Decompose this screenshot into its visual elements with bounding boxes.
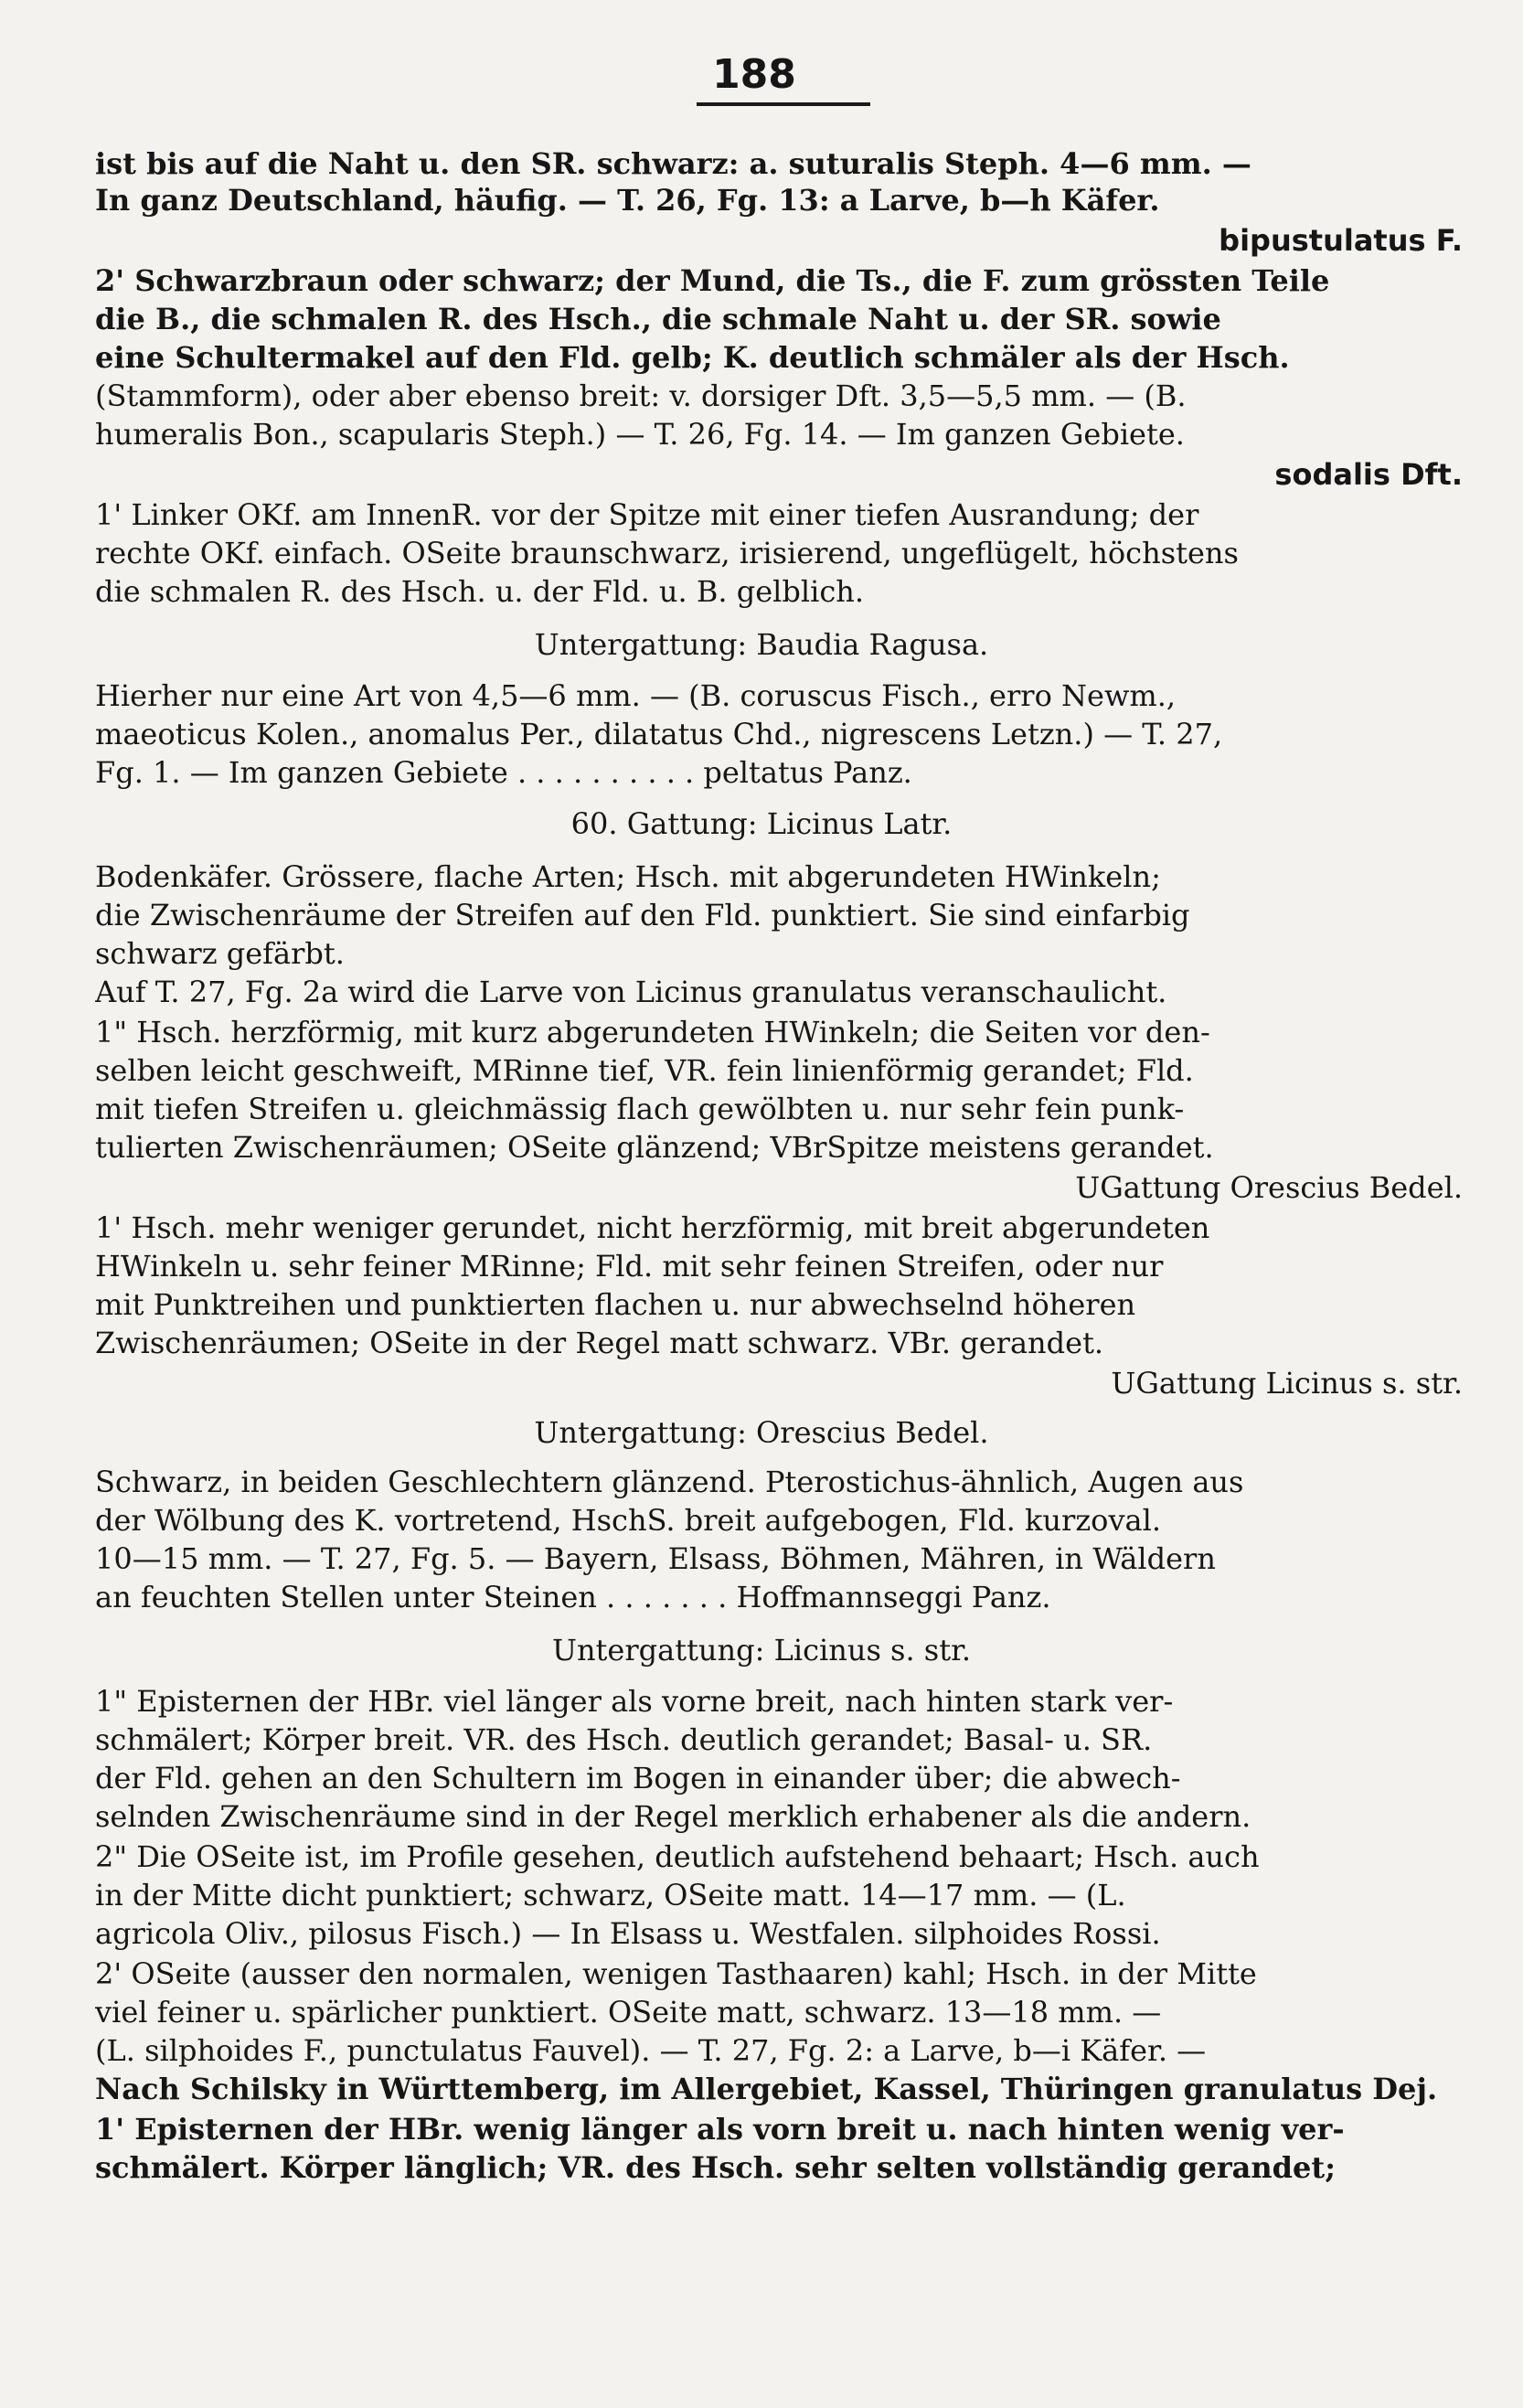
text-line-33: Schwarz, in beiden Geschlechtern glänzend. Pterostichus-ähnlich, Augen aus (95, 1465, 1244, 1499)
subgenus-heading-orescius: Untergattung: Orescius Bedel. (534, 1415, 989, 1450)
text-line-34: der Wölbung des K. vortretend, HschS. breit aufgebogen, Fld. kurzoval. (95, 1503, 1161, 1538)
subgenus-ref-licinus: UGattung Licinus s. str. (1111, 1366, 1463, 1401)
text-line-25: tulierten Zwischenräumen; OSeite glänzend; VBrSpitze meistens gerandet. (95, 1130, 1214, 1165)
species-name-bipustulatus: bipustulatus F. (1219, 223, 1463, 258)
text-line-30: Zwischenräumen; OSeite in der Regel matt schwarz. VBr. gerandet. (95, 1326, 1104, 1360)
text-line-7: (Stammform), oder aber ebenso breit: v. dorsiger Dft. 3,5—5,5 mm. — (B. (95, 378, 1187, 413)
text-line-46: viel feiner u. spärlicher punktiert. OSeite matt, schwarz. 13—18 mm. — (95, 1995, 1162, 2030)
text-line-47: (L. silphoides F., punctulatus Fauvel). — T. 27, Fg. 2: a Larve, b—i Käfer. — (95, 2033, 1207, 2068)
text-line-50: schmälert. Körper länglich; VR. des Hsch. sehr selten vollständig gerandet; (95, 2150, 1336, 2185)
text-line-39: schmälert; Körper breit. VR. des Hsch. deutlich gerandet; Basal- u. SR. (95, 1722, 1153, 1757)
text-line-23: selben leicht geschweift, MRinne tief, VR. fein linienförmig gerandet; Fld. (95, 1053, 1194, 1088)
text-line-12: die schmalen R. des Hsch. u. der Fld. u. B. gelblich. (95, 574, 865, 609)
text-line-21: Auf T. 27, Fg. 2a wird die Larve von Licinus granulatus veranschaulicht. (95, 975, 1167, 1009)
species-line-peltatus: Fg. 1. — Im ganzen Gebiete . . . . . . . . . . peltatus Panz. (95, 755, 912, 790)
species-line-silphoides: agricola Oliv., pilosus Fisch.) — In Elsass u. Westfalen. silphoides Rossi. (95, 1916, 1161, 1951)
text-line-1: ist bis auf die Naht u. den SR. schwarz: a. suturalis Steph. 4—6 mm. — (95, 146, 1251, 181)
subgenus-heading-licinus: Untergattung: Licinus s. str. (551, 1633, 972, 1667)
text-line-6: eine Schultermakel auf den Fld. gelb; K. deutlich schmäler als der Hsch. (95, 340, 1290, 375)
text-line-38: 1" Episternen der HBr. viel länger als vorne breit, nach hinten stark ver- (95, 1684, 1174, 1719)
text-line-10: 1' Linker OKf. am InnenR. vor der Spitze mit einer tiefen Ausrandung; der (95, 497, 1199, 532)
text-line-41: selnden Zwischenräume sind in der Regel merklich erhabener als die andern. (95, 1799, 1251, 1834)
text-line-22: 1" Hsch. herzförmig, mit kurz abgerundeten HWinkeln; die Seiten vor den- (95, 1015, 1210, 1050)
species-line-granulatus: Nach Schilsky in Württemberg, im Allergebiet, Kassel, Thüringen granulatus Dej. (95, 2072, 1438, 2106)
text-line-8: humeralis Bon., scapularis Steph.) — T. 26, Fg. 14. — Im ganzen Gebiete. (95, 417, 1185, 452)
text-line-4: 2' Schwarzbraun oder schwarz; der Mund, die Ts., die F. zum grössten Teile (95, 263, 1330, 298)
species-line-hoffmannseggi: an feuchten Stellen unter Steinen . . . . . . . Hoffmannseggi Panz. (95, 1580, 1051, 1614)
text-line-19: die Zwischenräume der Streifen auf den Fld. punktiert. Sie sind einfarbig (95, 898, 1190, 932)
text-line-40: der Fld. gehen an den Schultern im Bogen in einander über; die abwech- (95, 1761, 1181, 1795)
text-line-43: in der Mitte dicht punktiert; schwarz, OSeite matt. 14—17 mm. — (L. (95, 1878, 1126, 1913)
text-line-45: 2' OSeite (ausser den normalen, wenigen Tasthaaren) kahl; Hsch. in der Mitte (95, 1956, 1257, 1991)
text-line-42: 2" Die OSeite ist, im Profile gesehen, deutlich aufstehend behaart; Hsch. auch (95, 1839, 1260, 1874)
text-line-49: 1' Episternen der HBr. wenig länger als vorn breit u. nach hinten wenig ver- (95, 2112, 1345, 2147)
subgenus-ref-orescius: UGattung Orescius Bedel. (1075, 1170, 1463, 1205)
text-line-14: Hierher nur eine Art von 4,5—6 mm. — (B. coruscus Fisch., erro Newm., (95, 678, 1177, 713)
subgenus-heading-baudia: Untergattung: Baudia Ragusa. (534, 627, 989, 662)
text-line-35: 10—15 mm. — T. 27, Fg. 5. — Bayern, Elsass, Böhmen, Mähren, in Wäldern (95, 1541, 1216, 1576)
text-line-29: mit Punktreihen und punktierten flachen u. nur abwechselnd höheren (95, 1287, 1136, 1322)
text-line-18: Bodenkäfer. Grössere, flache Arten; Hsch. mit abgerundeten HWinkeln; (95, 859, 1161, 894)
text-line-2: In ganz Deutschland, häufig. — T. 26, Fg. 13: a Larve, b—h Käfer. (95, 183, 1160, 218)
text-line-20: schwarz gefärbt. (95, 936, 345, 971)
text-line-27: 1' Hsch. mehr weniger gerundet, nicht herzförmig, mit breit abgerundeten (95, 1210, 1210, 1245)
genus-heading-licinus: 60. Gattung: Licinus Latr. (570, 806, 953, 841)
text-line-11: rechte OKf. einfach. OSeite braunschwarz, irisierend, ungeflügelt, höchstens (95, 536, 1239, 570)
text-line-28: HWinkeln u. sehr feiner MRinne; Fld. mit sehr feinen Streifen, oder nur (95, 1249, 1164, 1284)
page-number: 188 (712, 51, 796, 98)
text-line-24: mit tiefen Streifen u. gleichmässig flach gewölbten u. nur sehr fein punk- (95, 1092, 1185, 1126)
text-line-5: die B., die schmalen R. des Hsch., die schmale Naht u. der SR. sowie (95, 302, 1221, 336)
header-rule (697, 102, 870, 106)
species-name-sodalis: sodalis Dft. (1274, 457, 1463, 492)
text-line-15: maeoticus Kolen., anomalus Per., dilatatus Chd., nigrescens Letzn.) — T. 27, (95, 717, 1223, 751)
